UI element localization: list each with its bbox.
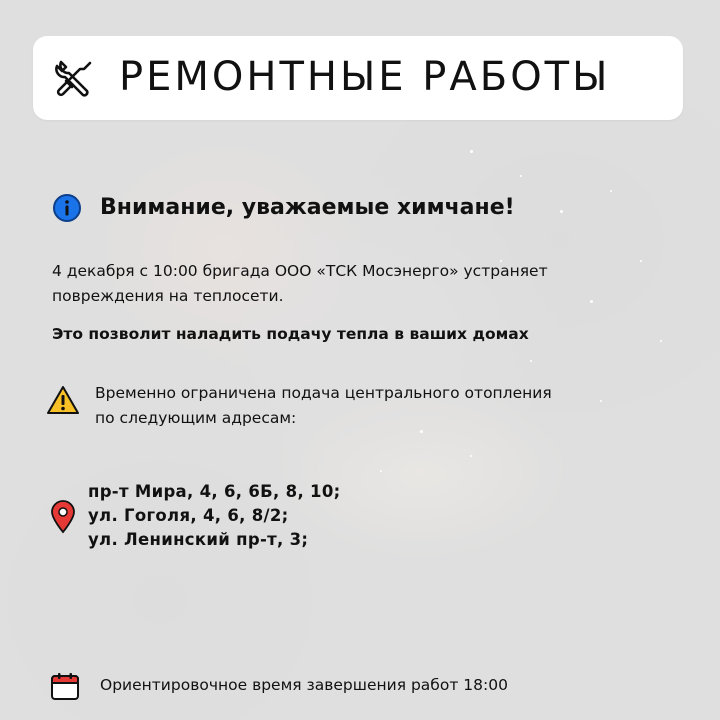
completion-time-text: Ориентировочное время завершения работ 18:00 <box>100 676 508 694</box>
title-card <box>33 36 683 120</box>
restriction-line: Временно ограничена подача центрального отопления <box>95 384 552 402</box>
info-icon <box>52 193 82 223</box>
calendar-icon <box>50 671 80 701</box>
attention-heading: Внимание, уважаемые химчане! <box>100 195 515 220</box>
tools-icon <box>53 58 95 100</box>
address-item: ул. Гоголя, 4, 6, 8/2; <box>88 506 289 525</box>
address-list <box>88 480 341 552</box>
benefit-text: Это позволит наладить подачу тепла в ваших домах <box>52 325 529 343</box>
restriction-line: по следующим адресам: <box>95 409 297 427</box>
page-title: РЕМОНТНЫЕ РАБОТЫ <box>119 54 611 100</box>
restriction-text <box>95 381 552 431</box>
announcement-text <box>52 259 612 309</box>
announcement-line: повреждения на теплосети. <box>52 287 284 305</box>
address-item: ул. Ленинский пр-т, 3; <box>88 530 309 549</box>
warning-icon <box>46 384 80 416</box>
location-pin-icon <box>50 500 76 534</box>
address-item: пр-т Мира, 4, 6, 6Б, 8, 10; <box>88 482 341 501</box>
announcement-line: 4 декабря с 10:00 бригада ООО «ТСК Мосэнерго» устраняет <box>52 262 548 280</box>
